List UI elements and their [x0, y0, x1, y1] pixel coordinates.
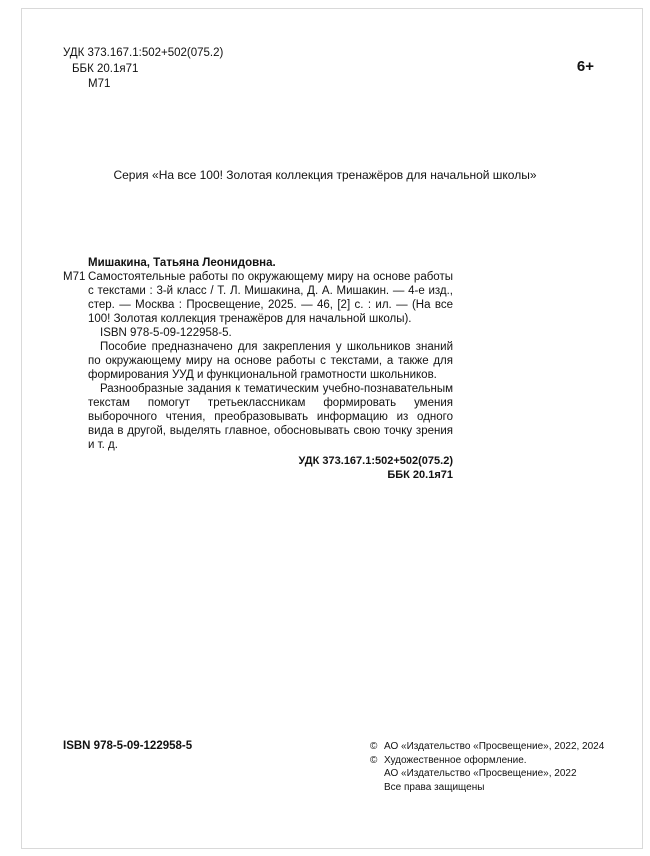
bibliographic-description: Самостоятельные работы по окружающему миру на основе работы с текстами : 3-й класс / Т. Л. Мишакина, Д. А. Мишакин. — 4-е изд., стер. — Москва : Просвещение, 2025. — 46, [2] с. : ил. — (На все 100! Золотая коллекция тренажёров для начальной школы). [88, 271, 453, 325]
classification-right-block [63, 454, 453, 482]
copyright-block [370, 740, 604, 794]
margin-author-code: М71 [63, 271, 86, 283]
series-title: Серия «На все 100! Золотая коллекция тренажёров для начальной школы» [113, 168, 537, 182]
rights-reserved-text: Все права защищены [384, 781, 485, 793]
annotation-paragraph-1: Пособие предназначено для закрепления у школьников знаний по окружающему миру на основе работы с текстами, а также для формирования УУД и функциональной грамотности школьников. [88, 341, 453, 381]
author-name: Мишакина, Татьяна Леонидовна. [88, 257, 276, 269]
copyright-symbol [370, 781, 384, 795]
copyright-symbol [370, 767, 384, 781]
footer-isbn: ISBN 978-5-09-122958-5 [63, 740, 193, 752]
author-sign-code: М71 [88, 78, 111, 90]
bbk-number: ББК 20.1я71 [72, 62, 139, 75]
annotation-paragraph-2: Разнообразные задания к тематическим учебно-познавательным текстам помогут третьеклассникам формировать умения выборочного чтения, преобразовывать информацию из одного вида в другой, выделять главное, обосновывать свою точку зрения и т. д. [88, 383, 453, 451]
copyright-line [370, 767, 604, 781]
copyright-symbol: © [370, 754, 378, 766]
age-rating-badge: 6+ [576, 58, 594, 75]
copyright-text: Художественное оформление. [384, 754, 527, 766]
udk-number-right: УДК 373.167.1:502+502(075.2) [298, 455, 453, 467]
classification-block [63, 46, 223, 93]
copyright-line [370, 781, 604, 795]
copyright-line [370, 740, 604, 754]
copyright-text: АО «Издательство «Просвещение», 2022, 2024 [384, 741, 605, 752]
copyright-line [370, 754, 604, 768]
bibliographic-entry [63, 270, 453, 326]
isbn-line: ISBN 978-5-09-122958-5. [100, 327, 232, 339]
copyright-text: АО «Издательство «Просвещение», 2022 [384, 768, 577, 779]
bbk-number-right: ББК 20.1я71 [387, 469, 453, 481]
copyright-symbol: © [370, 741, 378, 752]
udk-number: УДК 373.167.1:502+502(075.2) [63, 47, 224, 59]
bibliographic-block [63, 256, 453, 482]
